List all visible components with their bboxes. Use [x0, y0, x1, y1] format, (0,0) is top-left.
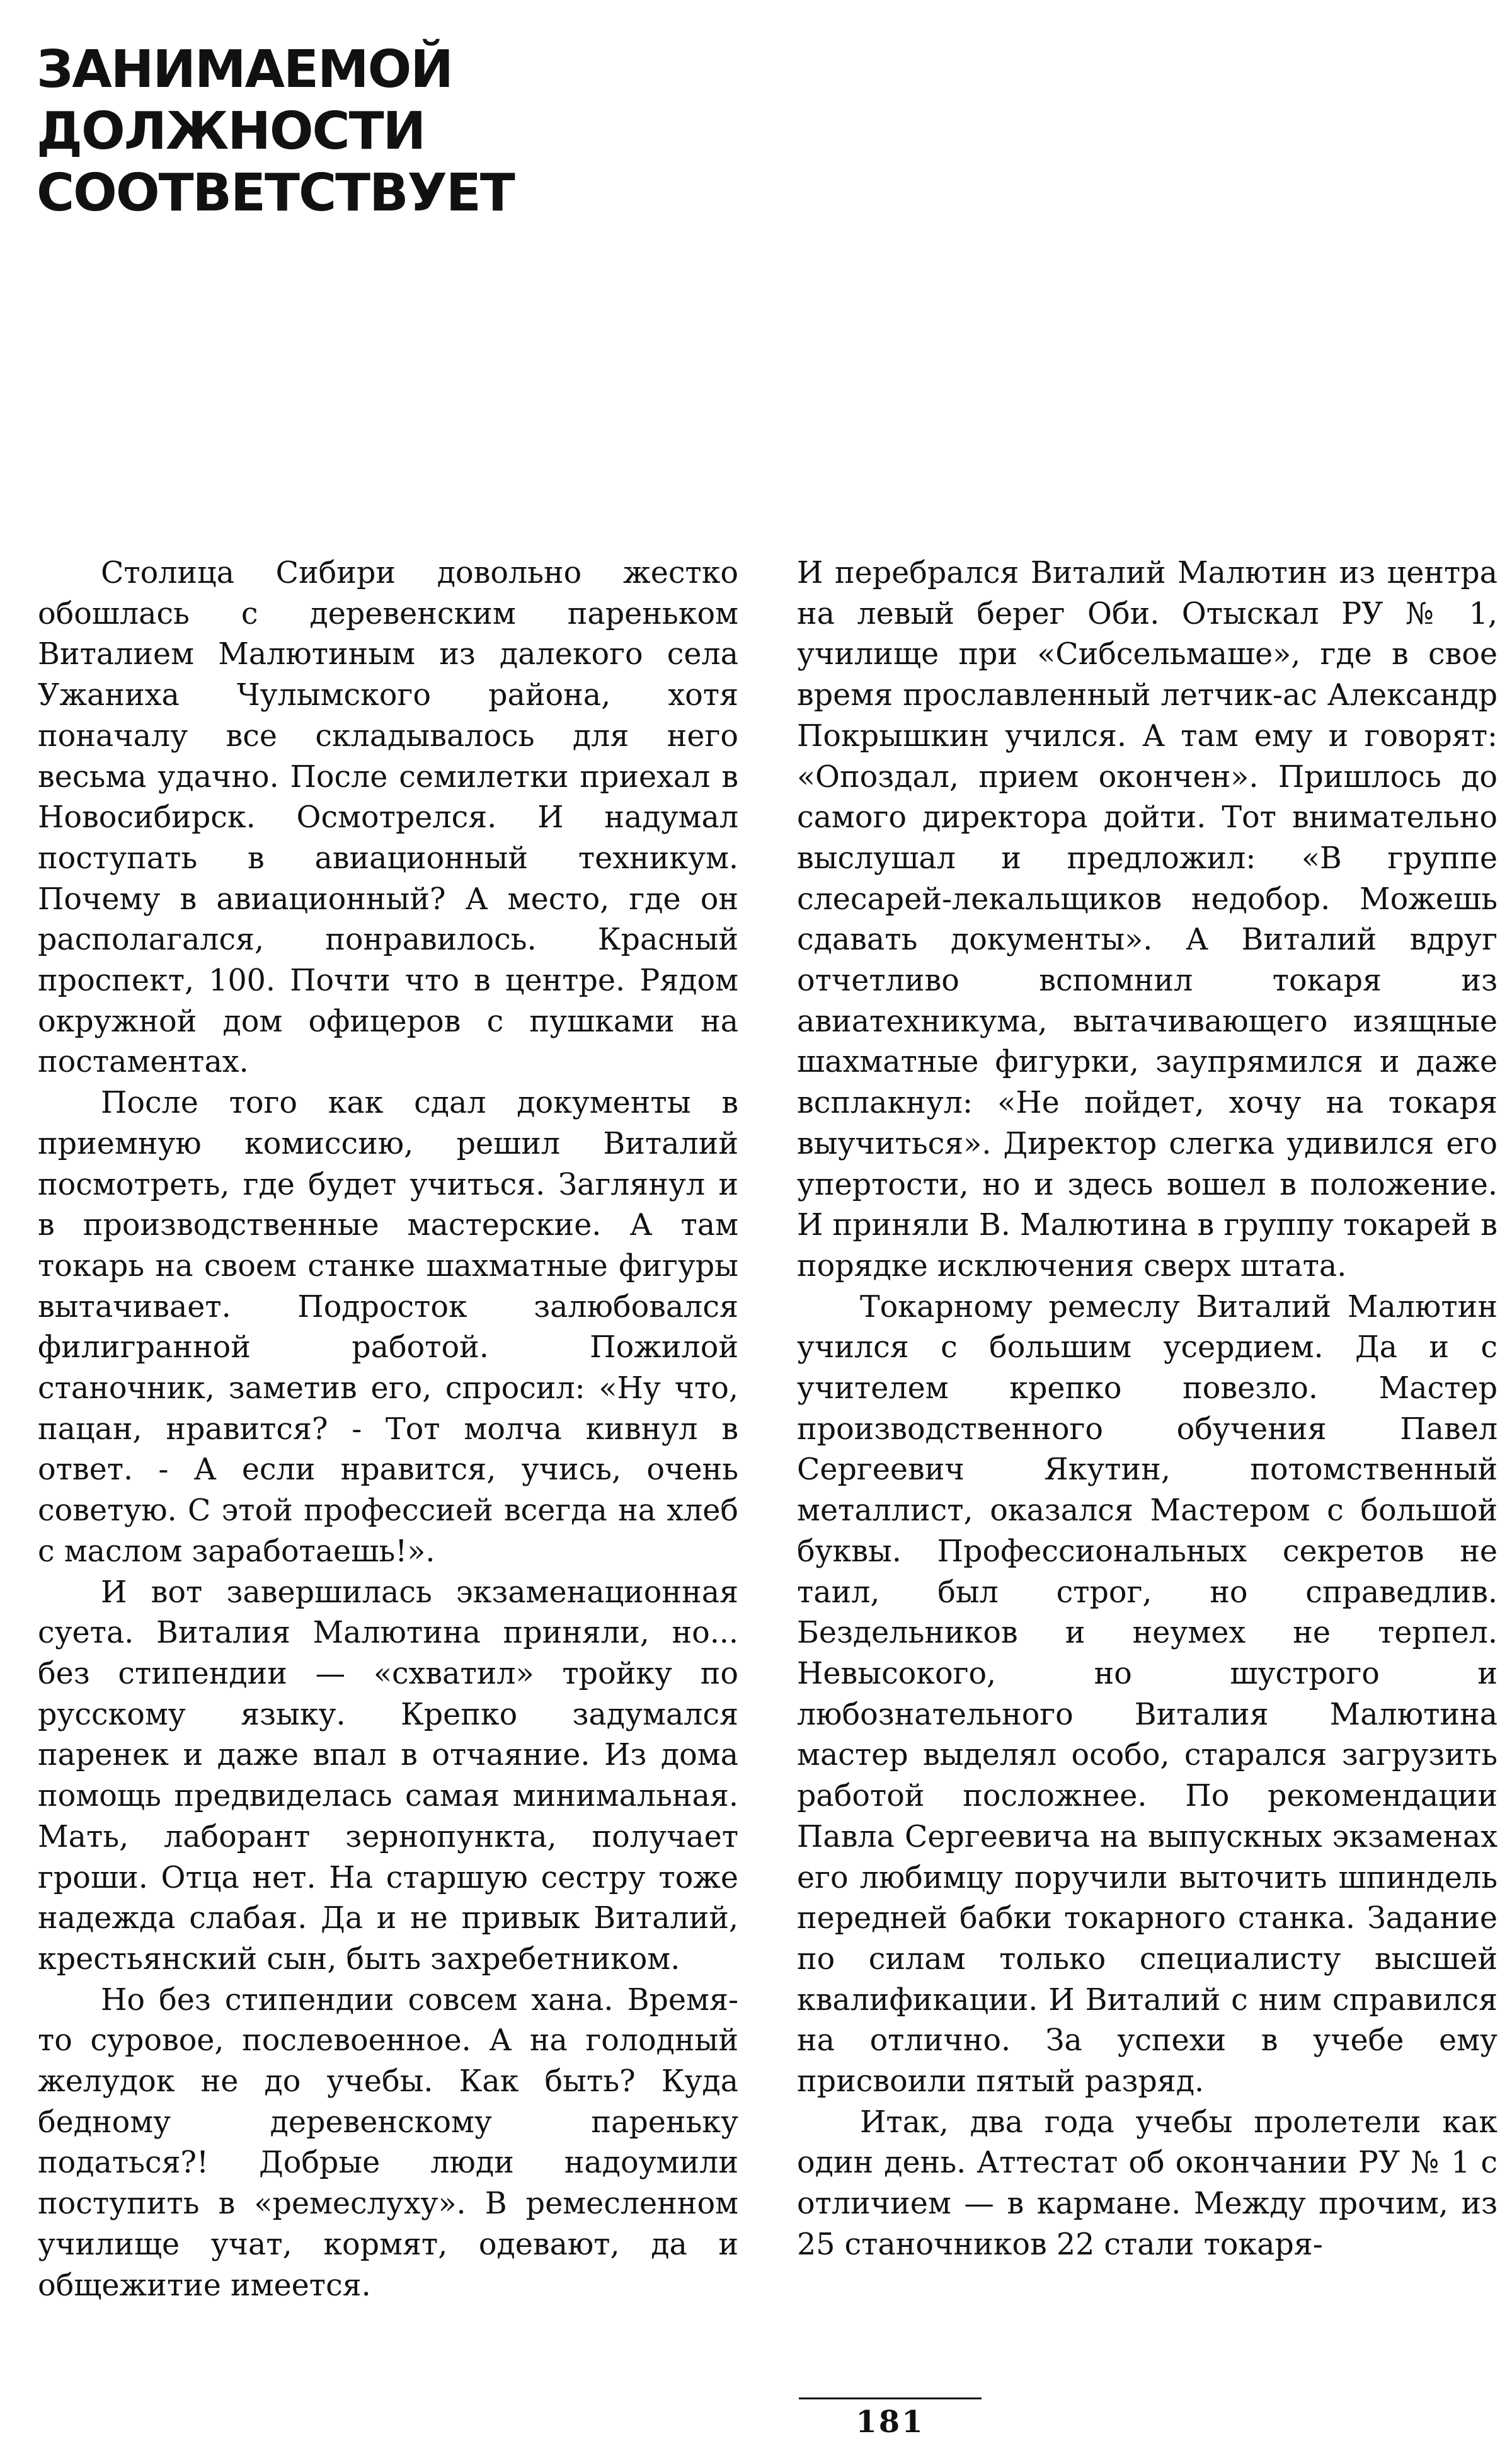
text-column-left	[38, 553, 738, 2306]
title-line-2: ДОЛЖНОСТИ	[37, 101, 425, 161]
paragraph: После того как сдал документы в приемную комиссию, решил Виталий посмотреть, где будет учиться. Заглянул и в производственные мастерские. А там токарь на своем станке шахматные фигуры вытачивает. Подросток залюбовался филигранной работой. Пожилой станочник, заметив его, спросил: «Ну что, пацан, нравится? - Тот молча кивнул в ответ. - А если нравится, учись, очень советую. С этой профессией всегда на хлеб с маслом заработаешь!».	[38, 1086, 738, 1569]
paragraph: И перебрался Виталий Малютин из центра на левый берег Оби. Отыскал РУ № 1, училище при «Сибсельмаше», где в свое время прославленный летчик-ас Александр Покрышкин учился. А там ему и говорят: «Опоздал, прием окончен». Пришлось до самого директора дойти. Тот внимательно выслушал и предложил: «В группе слесарей-лекальщиков недобор. Можешь сдавать документы». А Виталий вдруг отчетливо вспомнил токаря из авиатехникума, вытачивающего изящные шахматные фигурки, заупрямился и даже всплакнул: «Не пойдет, хочу на токаря выучиться». Директор слегка удивился его упертости, но и здесь вошел в положение. И приняли В. Малютина в группу токарей в порядке исключения сверх штата.	[797, 556, 1498, 1283]
paragraph: Токарному ремеслу Виталий Малютин учился с большим усердием. Да и с учителем крепко повезло. Мастер производственного обучения Павел Сергеевич Якутин, потомственный металлист, оказался Мастером с большой буквы. Профессиональных секретов не таил, был строг, но справедлив. Бездельников и неумех не терпел. Невысокого, но шустрого и любознательного Виталия Малютина мастер выделял особо, старался загрузить работой посложнее. По рекомендации Павла Сергеевича на выпускных экзаменах его любимцу поручили выточить шпиндель передней бабки токарного станка. Задание по силам только специалисту высшей квалификации. И Виталий с ним справился на отлично. За успехи в учебе ему присвоили пятый разряд.	[797, 1289, 1498, 2099]
title-line-3: СООТВЕТСТВУЕТ	[37, 163, 514, 223]
paragraph: Столица Сибири довольно жестко обошлась с деревенским пареньком Виталием Малютиным из далекого села Ужаниха Чулымского района, хотя поначалу все складывалось для него весьма удачно. После семилетки приехал в Новосибирск. Осмотрелся. И надумал поступать в авиационный техникум. Почему в авиационный? А место, где он располагался, понравилось. Красный проспект, 100. Почти что в центре. Рядом окружной дом офицеров с пушками на постаментах.	[38, 556, 738, 1080]
text-column-right	[797, 553, 1498, 2266]
paragraph: Но без стипендии совсем хана. Время-то суровое, послевоенное. А на голодный желудок не до учебы. Как быть? Куда бедному деревенскому пареньку податься?! Добрые люди надоумили поступить в «ремеслуху». В ремесленном училище учат, кормят, одевают, да и общежитие имеется.	[38, 1982, 738, 2303]
paragraph: Итак, два года учебы пролетели как один день. Аттестат об окончании РУ № 1 с отличием — в кармане. Между прочим, из 25 станочников 22 стали токаря-	[797, 2104, 1498, 2262]
page-number: 181	[856, 2404, 925, 2440]
title-line-1: ЗАНИМАЕМОЙ	[37, 40, 452, 100]
article-title	[37, 39, 604, 224]
footer-divider	[799, 2397, 982, 2399]
paragraph: И вот завершилась экзаменационная суета. Виталия Малютина приняли, но... без стипендии — «схватил» тройку по русскому языку. Крепко задумался паренек и даже впал в отчаяние. Из дома помощь предвиделась самая минимальная. Мать, лаборант зернопункта, получает гроши. Отца нет. На старшую сестру тоже надежда слабая. Да и не привык Виталий, крестьянский сын, быть захребетником.	[38, 1575, 738, 1977]
